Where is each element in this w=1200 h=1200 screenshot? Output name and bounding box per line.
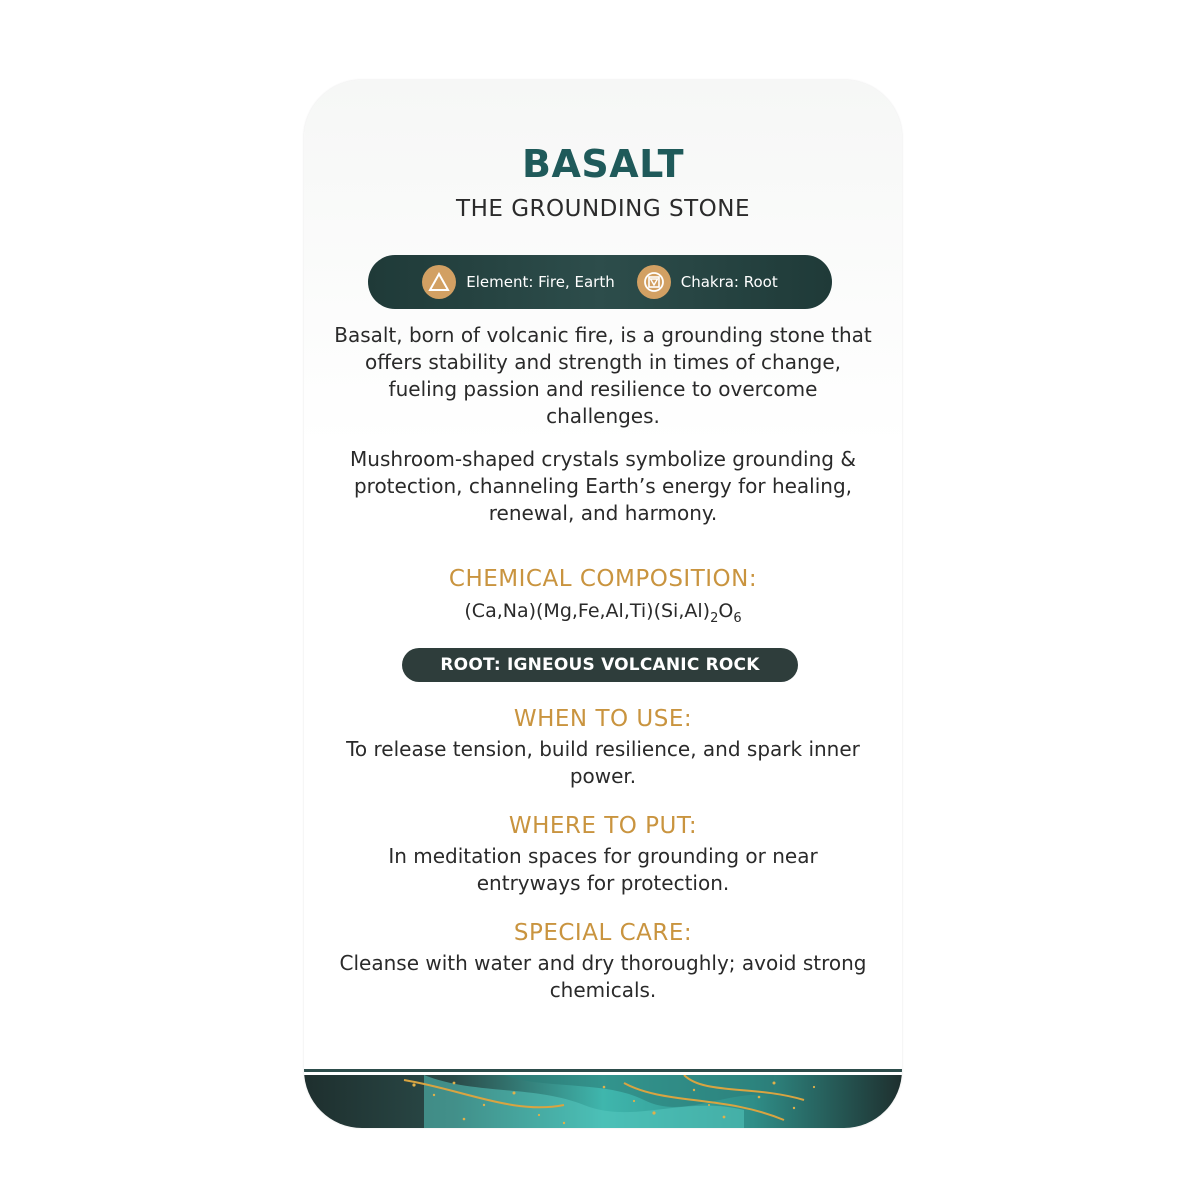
- root-badge: ROOT: IGNEOUS VOLCANIC ROCK: [402, 648, 798, 682]
- footer-divider: [304, 1069, 902, 1072]
- card-subtitle: THE GROUNDING STONE: [456, 196, 750, 222]
- chakra-attribute: [637, 265, 778, 299]
- chakra-label: Chakra: Root: [680, 273, 778, 291]
- crystal-info-card: [304, 80, 902, 1128]
- special-care-heading: SPECIAL CARE:: [513, 920, 693, 946]
- where-to-put-text: In meditation spaces for grounding or near entryways for protection.: [388, 844, 818, 895]
- element-attribute: [422, 265, 614, 299]
- description-paragraph-2: Mushroom-shaped crystals symbolize grounding & protection, channeling Earth’s energy for healing, renewal, and harmony.: [350, 447, 856, 525]
- card-title: BASALT: [522, 142, 684, 186]
- formula-oxygen: O: [718, 600, 734, 622]
- description-paragraph-1: Basalt, born of volcanic fire, is a grounding stone that offers stability and strength in times of change, fueling passion and resilience to overcome challenges.: [334, 323, 872, 428]
- element-label: Element: Fire, Earth: [466, 273, 615, 291]
- decorative-marble-footer: [304, 1075, 902, 1128]
- formula-subscript-2: 2: [710, 610, 719, 626]
- triangle-icon: [422, 265, 456, 299]
- where-to-put-heading: WHERE TO PUT:: [508, 813, 698, 839]
- root-chakra-icon: [637, 265, 671, 299]
- chemical-composition-heading: CHEMICAL COMPOSITION:: [448, 566, 758, 592]
- when-to-use-heading: WHEN TO USE:: [513, 706, 693, 732]
- attributes-bar: [368, 255, 832, 309]
- chemical-formula: [304, 600, 902, 626]
- special-care-text: Cleanse with water and dry thoroughly; avoid strong chemicals.: [339, 951, 867, 1002]
- formula-subscript-6: 6: [733, 610, 742, 626]
- formula-main: (Ca,Na)(Mg,Fe,Al,Ti)(Si,Al): [464, 600, 711, 622]
- when-to-use-text: To release tension, build resilience, and spark inner power.: [346, 737, 860, 788]
